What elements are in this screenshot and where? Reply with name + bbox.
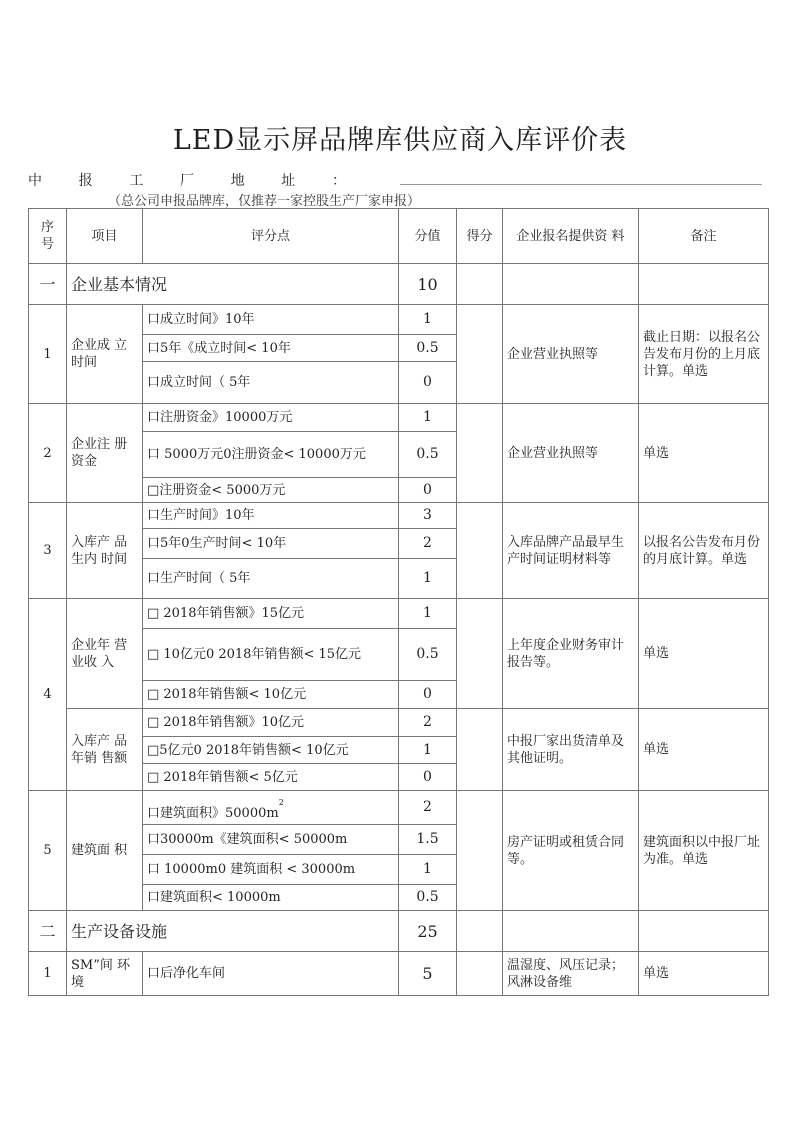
document-title: LED显示屏品牌库供应商入库评价表 bbox=[172, 125, 628, 156]
criteria-option[interactable]: 口 5000万元0注册资金< 10000万元 bbox=[143, 432, 399, 478]
row-no: 5 bbox=[29, 791, 67, 911]
docs-cell: 上年度企业财务审计报告等。 bbox=[503, 599, 639, 709]
address-label-char: 址 bbox=[281, 173, 296, 189]
got-cell[interactable] bbox=[457, 404, 503, 503]
score-value: 1 bbox=[399, 305, 457, 335]
row-no: 3 bbox=[29, 503, 67, 599]
table-row bbox=[29, 952, 769, 996]
section-row bbox=[29, 911, 769, 952]
section-name: 企业基本情况 bbox=[67, 264, 399, 305]
score-value: 2 bbox=[399, 791, 457, 825]
got-cell[interactable] bbox=[457, 952, 503, 996]
section-no: 一 bbox=[29, 264, 67, 305]
row-no: 1 bbox=[29, 305, 67, 404]
address-note: （总公司申报品牌库，仅推荐一家控股生产厂家申报） bbox=[108, 194, 421, 209]
criteria-option[interactable]: □ 10亿元0 2018年销售额< 15亿元 bbox=[143, 629, 399, 681]
score-value: 0.5 bbox=[399, 432, 457, 478]
criteria-option[interactable]: □5亿元0 2018年销售额< 10亿元 bbox=[143, 737, 399, 764]
criteria-option[interactable]: 口成立时间（ 5年 bbox=[143, 362, 399, 404]
remarks-cell: 单选 bbox=[639, 709, 769, 791]
score-value: 1.5 bbox=[399, 825, 457, 855]
address-label-char: ： bbox=[331, 173, 346, 189]
header-item: 项目 bbox=[67, 209, 143, 264]
criteria-option[interactable]: 口注册资金》10000万元 bbox=[143, 404, 399, 432]
score-value: 3 bbox=[399, 503, 457, 529]
criteria-option[interactable]: 口成立时间》10年 bbox=[143, 305, 399, 335]
score-value: 0 bbox=[399, 362, 457, 404]
table-row bbox=[29, 709, 769, 737]
got-cell[interactable] bbox=[457, 503, 503, 599]
got-cell[interactable] bbox=[457, 911, 503, 952]
criteria-option[interactable] bbox=[143, 791, 399, 825]
score-value: 5 bbox=[399, 952, 457, 996]
criteria-option[interactable]: □ 2018年销售额》15亿元 bbox=[143, 599, 399, 629]
header-row bbox=[29, 209, 769, 264]
area-superscript: 2 bbox=[278, 797, 284, 807]
criteria-option[interactable]: 口后净化车间 bbox=[143, 952, 399, 996]
criteria-option[interactable]: 口5年0生产时间< 10年 bbox=[143, 529, 399, 559]
section-score: 10 bbox=[399, 264, 457, 305]
address-label-char: 中 bbox=[28, 173, 42, 189]
score-value: 0 bbox=[399, 681, 457, 709]
header-remarks: 备注 bbox=[639, 209, 769, 264]
factory-address-row bbox=[28, 170, 748, 192]
row-no: 4 bbox=[29, 599, 67, 791]
criteria-option[interactable]: 口生产时间》10年 bbox=[143, 503, 399, 529]
score-value: 2 bbox=[399, 709, 457, 737]
row-item: 建筑面 积 bbox=[67, 791, 143, 911]
remarks-cell: 以报名公告发布月份的月底计算。单选 bbox=[639, 503, 769, 599]
score-value: 1 bbox=[399, 855, 457, 885]
factory-address-label bbox=[28, 170, 346, 190]
address-label-char: 厂 bbox=[179, 173, 194, 189]
score-value: 1 bbox=[399, 404, 457, 432]
docs-cell: 温湿度、风压记录；风淋设备维 bbox=[503, 952, 639, 996]
row-item: 企业成 立时间 bbox=[67, 305, 143, 404]
score-value: 0.5 bbox=[399, 885, 457, 911]
remarks-cell bbox=[639, 264, 769, 305]
section-row bbox=[29, 264, 769, 305]
row-item: 入库产 品年销 售额 bbox=[67, 709, 143, 791]
address-label-char: 报 bbox=[78, 173, 93, 189]
evaluation-table bbox=[28, 208, 769, 996]
docs-cell: 房产证明或租赁合同等。 bbox=[503, 791, 639, 911]
got-cell[interactable] bbox=[457, 305, 503, 404]
docs-cell: 中报厂家出货清单及其他证明。 bbox=[503, 709, 639, 791]
row-item: SM”间 环境 bbox=[67, 952, 143, 996]
remarks-cell: 建筑面积以中报厂址为准。单选 bbox=[639, 791, 769, 911]
table-row bbox=[29, 599, 769, 629]
docs-cell: 入库品牌产品最早生产时间证明材料等 bbox=[503, 503, 639, 599]
score-value: 2 bbox=[399, 529, 457, 559]
row-item: 企业年 营业收 入 bbox=[67, 599, 143, 709]
row-item: 企业注 册资金 bbox=[67, 404, 143, 503]
table-row bbox=[29, 305, 769, 335]
criteria-option[interactable]: 口建筑面积< 10000m bbox=[143, 885, 399, 911]
header-score: 分值 bbox=[399, 209, 457, 264]
score-value: 0.5 bbox=[399, 629, 457, 681]
score-value: 0.5 bbox=[399, 335, 457, 362]
remarks-cell: 单选 bbox=[639, 952, 769, 996]
header-criteria: 评分点 bbox=[143, 209, 399, 264]
docs-cell: 企业营业执照等 bbox=[503, 404, 639, 503]
docs-cell bbox=[503, 911, 639, 952]
section-score: 25 bbox=[399, 911, 457, 952]
header-no: 序 号 bbox=[29, 209, 67, 264]
remarks-cell bbox=[639, 911, 769, 952]
criteria-option[interactable]: 口5年《成立时间< 10年 bbox=[143, 335, 399, 362]
criteria-option[interactable]: □ 2018年销售额》10亿元 bbox=[143, 709, 399, 737]
score-value: 1 bbox=[399, 737, 457, 764]
got-cell[interactable] bbox=[457, 709, 503, 791]
criteria-option[interactable]: 口 10000m0 建筑面积 < 30000m bbox=[143, 855, 399, 885]
row-item: 入库产 品生内 时间 bbox=[67, 503, 143, 599]
row-no: 1 bbox=[29, 952, 67, 996]
row-no: 2 bbox=[29, 404, 67, 503]
criteria-option[interactable]: □ 2018年销售额< 10亿元 bbox=[143, 681, 399, 709]
criteria-option[interactable]: 口生产时间（ 5年 bbox=[143, 559, 399, 599]
section-name: 生产设备设施 bbox=[67, 911, 399, 952]
table-row bbox=[29, 404, 769, 432]
table-row bbox=[29, 503, 769, 529]
address-label-char: 地 bbox=[230, 173, 245, 189]
remarks-cell: 单选 bbox=[639, 404, 769, 503]
header-got: 得分 bbox=[457, 209, 503, 264]
criteria-option[interactable]: 口30000m《建筑面积< 50000m bbox=[143, 825, 399, 855]
docs-cell: 企业营业执照等 bbox=[503, 305, 639, 404]
remarks-cell: 截止日期：以报名公告发布月份的上月底计算。单选 bbox=[639, 305, 769, 404]
address-label-char: 工 bbox=[129, 173, 144, 189]
got-cell[interactable] bbox=[457, 264, 503, 305]
docs-cell bbox=[503, 264, 639, 305]
got-cell[interactable] bbox=[457, 791, 503, 911]
factory-address-field[interactable] bbox=[400, 184, 762, 185]
remarks-cell: 单选 bbox=[639, 599, 769, 709]
criteria-text: 口建筑面积》50000m bbox=[147, 805, 279, 821]
score-value: 1 bbox=[399, 559, 457, 599]
section-no: 二 bbox=[29, 911, 67, 952]
criteria-option[interactable]: □注册资金< 5000万元 bbox=[143, 478, 399, 503]
score-value: 0 bbox=[399, 764, 457, 791]
table-row bbox=[29, 791, 769, 825]
score-value: 1 bbox=[399, 599, 457, 629]
criteria-option[interactable]: □ 2018年销售额< 5亿元 bbox=[143, 764, 399, 791]
header-docs: 企业报名提供资 料 bbox=[503, 209, 639, 264]
got-cell[interactable] bbox=[457, 599, 503, 709]
score-value: 0 bbox=[399, 478, 457, 503]
